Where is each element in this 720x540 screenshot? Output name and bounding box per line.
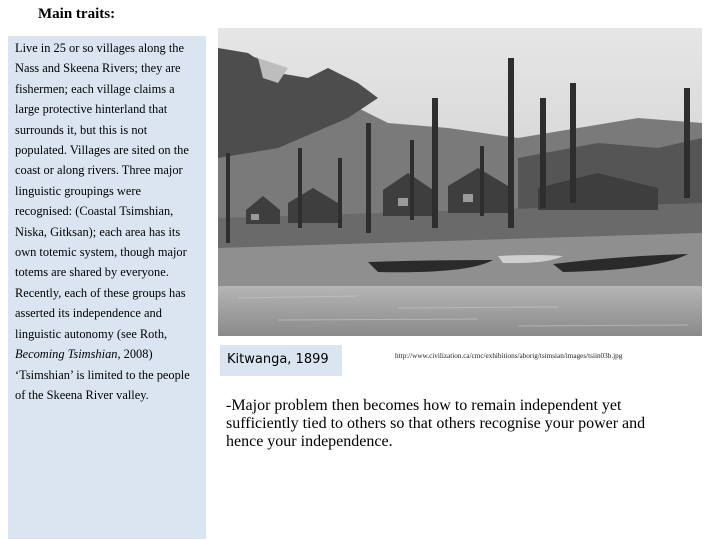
photo-caption: Kitwanga, 1899 (220, 345, 342, 376)
conclusion-text: -Major problem then becomes how to remain independent yet sufficiently tied to others so that others recognise your power and hence your independence. (226, 397, 646, 450)
page-heading: Main traits: (38, 6, 116, 22)
kitwanga-photo (218, 28, 702, 336)
main-traits-text-part2: , 2008) ‘Tsimshian’ is limited to the people of the Skeena River valley. (15, 347, 190, 402)
main-traits-text (15, 38, 200, 405)
main-traits-panel (8, 36, 206, 539)
main-traits-text-part1: Live in 25 or so villages along the Nass and Skeena Rivers; they are fishermen; each village claims a large protective hinterland that surrounds it, but this is not populated. Villages are sited on the coast or along rivers. Three major linguistic groupings were recognised: (Coastal Tsimshian, Niska, Gitksan); each area has its own totemic system, though major totems are shared by everyone. Recently, each of these groups has asserted its independence and linguistic autonomy (see Roth, (15, 41, 189, 341)
book-title: Becoming Tsimshian (15, 347, 118, 362)
source-link[interactable]: http://www.civilization.ca/cmc/exhibitions/aborig/tsimsian/images/tsiin03b.jpg (395, 352, 623, 360)
